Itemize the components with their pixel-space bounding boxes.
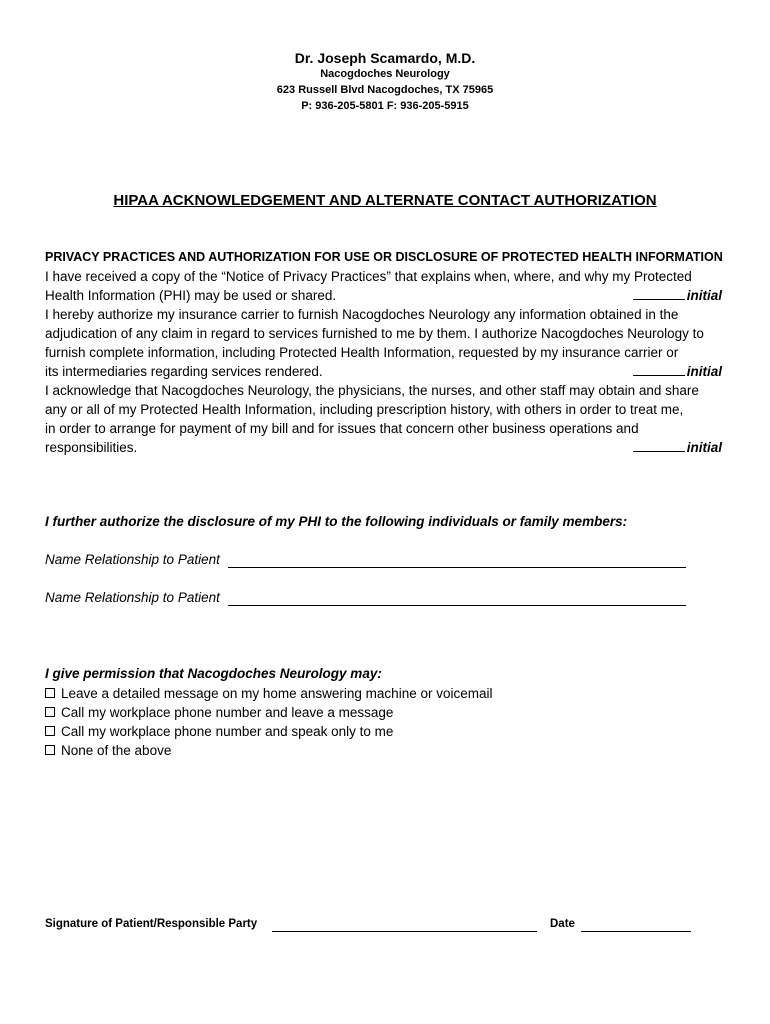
initial-label-2: initial bbox=[686, 364, 722, 379]
permission-option-label: Call my workplace phone number and speak only to me bbox=[61, 724, 394, 739]
date-label: Date bbox=[550, 918, 575, 930]
privacy-line: adjudication of any claim in regard to services furnished to me by them. I authorize Nacogdoches Neurology to bbox=[45, 326, 704, 341]
signature-label: Signature of Patient/Responsible Party bbox=[45, 918, 258, 930]
initial-field-1[interactable] bbox=[633, 286, 722, 305]
privacy-line: in order to arrange for payment of my bill and for issues that concern other business operations and bbox=[45, 421, 639, 436]
name-relationship-label-2: Name Relationship to Patient bbox=[45, 590, 220, 605]
disclosure-heading: I further authorize the disclosure of my PHI to the following individuals or family members: bbox=[45, 514, 628, 529]
permission-option[interactable] bbox=[45, 741, 171, 760]
permission-option[interactable] bbox=[45, 703, 393, 722]
permission-option-label: Leave a detailed message on my home answering machine or voicemail bbox=[61, 686, 493, 701]
practice-name: Nacogdoches Neurology bbox=[320, 68, 450, 80]
initial-field-3[interactable] bbox=[633, 438, 722, 457]
privacy-line: responsibilities. bbox=[45, 440, 138, 455]
privacy-line: I hereby authorize my insurance carrier to furnish Nacogdoches Neurology any information obtained in the bbox=[45, 307, 679, 322]
initial-blank-3[interactable] bbox=[633, 439, 685, 452]
checkbox-icon[interactable] bbox=[45, 726, 55, 736]
initial-blank-1[interactable] bbox=[633, 287, 685, 300]
initial-label-1: initial bbox=[686, 288, 722, 303]
privacy-line: Health Information (PHI) may be used or shared. bbox=[45, 288, 337, 303]
checkbox-icon[interactable] bbox=[45, 688, 55, 698]
name-relationship-field-2[interactable] bbox=[228, 605, 686, 606]
permission-option-label: Call my workplace phone number and leave a message bbox=[61, 705, 394, 720]
permission-option[interactable] bbox=[45, 722, 393, 741]
permission-option[interactable] bbox=[45, 684, 492, 703]
signature-field[interactable] bbox=[272, 931, 537, 932]
doctor-name: Dr. Joseph Scamardo, M.D. bbox=[294, 50, 476, 66]
privacy-line: any or all of my Protected Health Information, including prescription history, with others in order to treat me, bbox=[45, 402, 684, 417]
privacy-line: its intermediaries regarding services rendered. bbox=[45, 364, 323, 379]
initial-label-3: initial bbox=[686, 440, 722, 455]
checkbox-icon[interactable] bbox=[45, 745, 55, 755]
initial-field-2[interactable] bbox=[633, 362, 722, 381]
permission-option-label: None of the above bbox=[61, 743, 172, 758]
permission-heading: I give permission that Nacogdoches Neurology may: bbox=[45, 666, 382, 681]
practice-phone-fax: P: 936-205-5801 F: 936-205-5915 bbox=[301, 100, 469, 112]
name-relationship-field-1[interactable] bbox=[228, 567, 686, 568]
privacy-line: furnish complete information, including Protected Health Information, requested by my insurance carrier or bbox=[45, 345, 679, 360]
practice-address: 623 Russell Blvd Nacogdoches, TX 75965 bbox=[276, 84, 494, 96]
date-field[interactable] bbox=[581, 931, 691, 932]
document-title: HIPAA ACKNOWLEDGEMENT AND ALTERNATE CONTACT AUTHORIZATION bbox=[113, 192, 657, 209]
privacy-line: I acknowledge that Nacogdoches Neurology, the physicians, the nurses, and other staff may obtain and share bbox=[45, 383, 699, 398]
privacy-line: I have received a copy of the “Notice of Privacy Practices” that explains when, where, and why my Protected bbox=[45, 269, 692, 284]
checkbox-icon[interactable] bbox=[45, 707, 55, 717]
name-relationship-label-1: Name Relationship to Patient bbox=[45, 552, 220, 567]
privacy-heading: PRIVACY PRACTICES AND AUTHORIZATION FOR USE OR DISCLOSURE OF PROTECTED HEALTH INFORMATION bbox=[45, 250, 723, 264]
initial-blank-2[interactable] bbox=[633, 363, 685, 376]
